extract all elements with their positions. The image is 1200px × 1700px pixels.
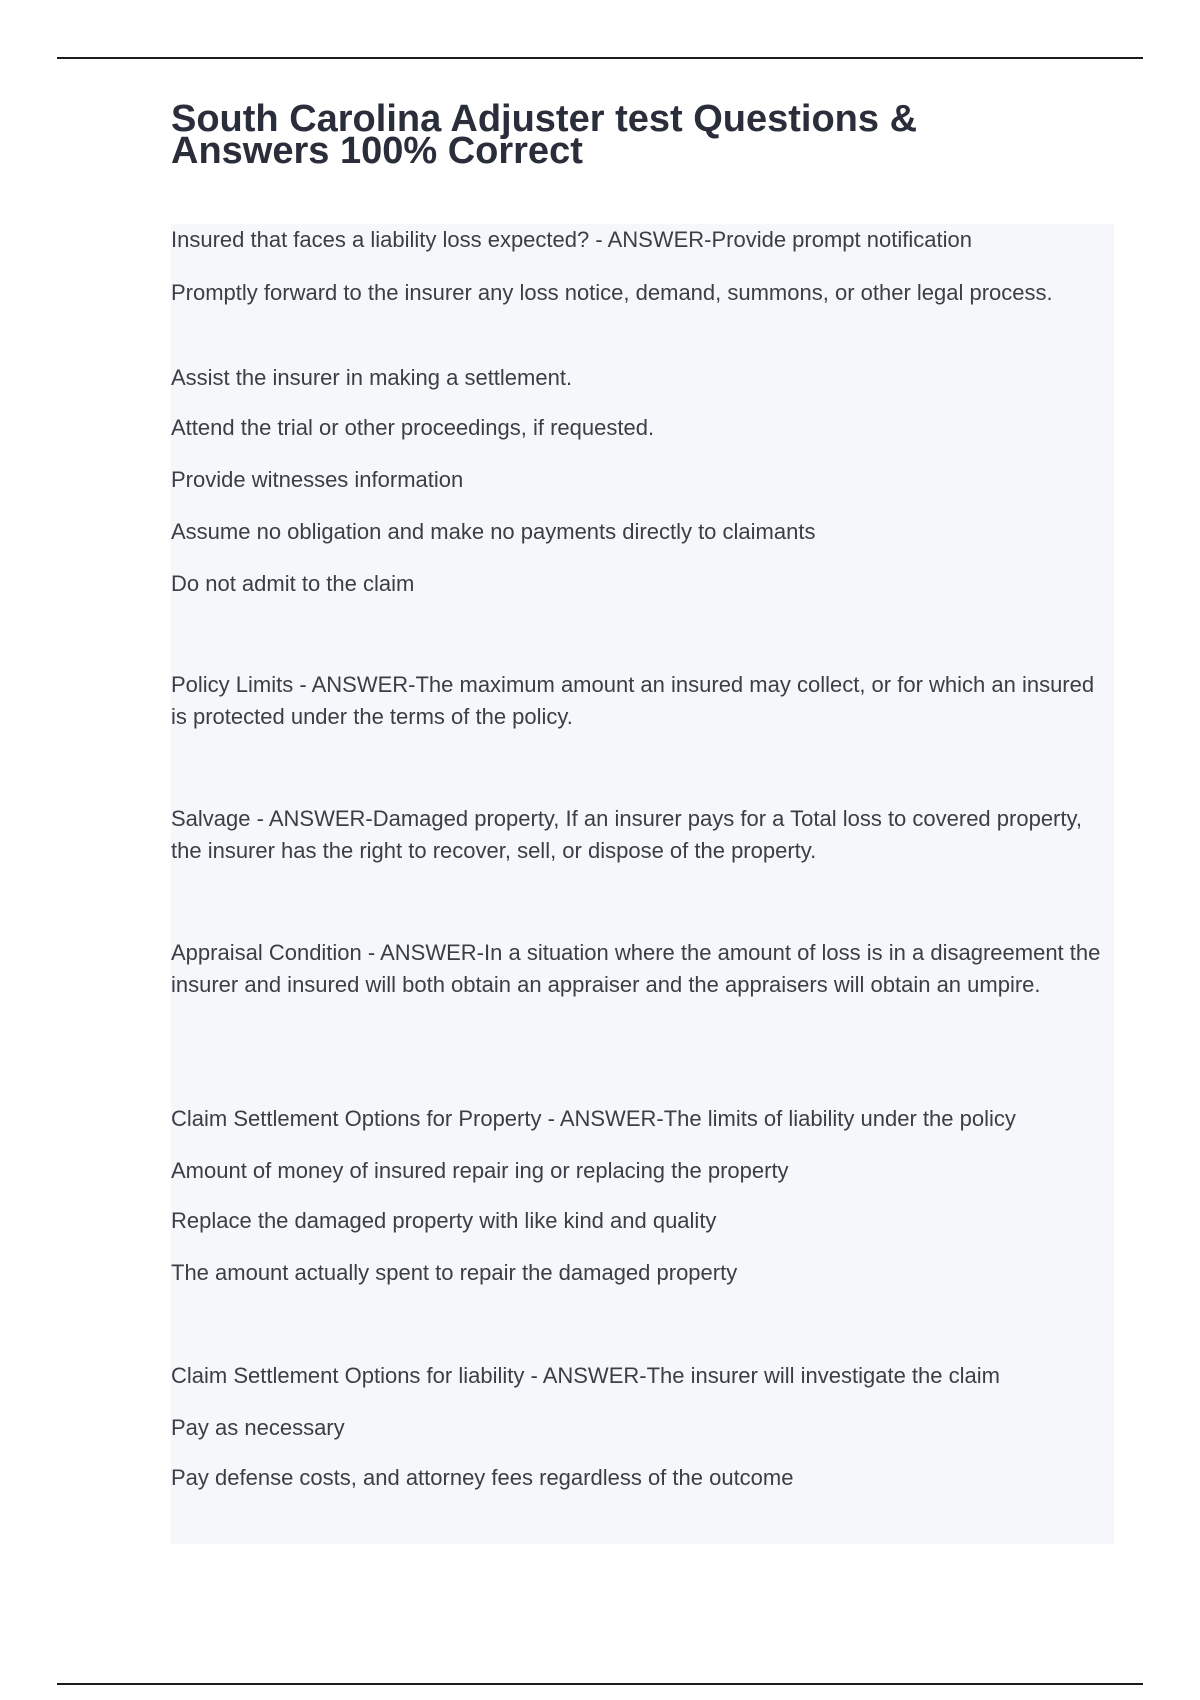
paragraph-7: Do not admit to the claim: [171, 571, 415, 596]
paragraph-14: The amount actually spent to repair the damaged property: [171, 1260, 738, 1285]
paragraph-15: Claim Settlement Options for liability - ANSWER-The insurer will investigate the claim: [171, 1363, 1000, 1388]
paragraph-5: Provide witnesses information: [171, 467, 464, 492]
paragraph-16: Pay as necessary: [171, 1415, 345, 1440]
paragraph-17: Pay defense costs, and attorney fees regardless of the outcome: [171, 1465, 794, 1490]
paragraph-4: Attend the trial or other proceedings, if requested.: [171, 415, 655, 440]
top-rule: [57, 57, 1143, 59]
document-title: South Carolina Adjuster test Questions & Answers 100% Correct: [171, 98, 918, 172]
paragraph-11: Claim Settlement Options for Property - ANSWER-The limits of liability under the policy: [171, 1106, 1016, 1131]
paragraph-9: Salvage - ANSWER-Damaged property, If an insurer pays for a Total loss to covered property, the insurer has the right to recover, sell, or dispose of the property.: [171, 806, 1082, 863]
paragraph-10: Appraisal Condition - ANSWER-In a situation where the amount of loss is in a disagreement the insurer and insured will both obtain an appraiser and the appraisers will obtain an umpire.: [171, 940, 1101, 997]
paragraph-3: Assist the insurer in making a settlement.: [171, 365, 573, 390]
paragraph-13: Replace the damaged property with like kind and quality: [171, 1208, 717, 1233]
paragraph-8: Policy Limits - ANSWER-The maximum amount an insured may collect, or for which an insured is protected under the terms of the policy.: [171, 672, 1095, 729]
paragraph-12: Amount of money of insured repair ing or replacing the property: [171, 1158, 789, 1183]
paragraph-1: Insured that faces a liability loss expected? - ANSWER-Provide prompt notification: [171, 227, 972, 252]
bottom-rule: [57, 1683, 1143, 1685]
paragraph-2: Promptly forward to the insurer any loss notice, demand, summons, or other legal process.: [171, 280, 1053, 305]
paragraph-6: Assume no obligation and make no payments directly to claimants: [171, 519, 816, 544]
document-body: [171, 224, 1114, 1544]
